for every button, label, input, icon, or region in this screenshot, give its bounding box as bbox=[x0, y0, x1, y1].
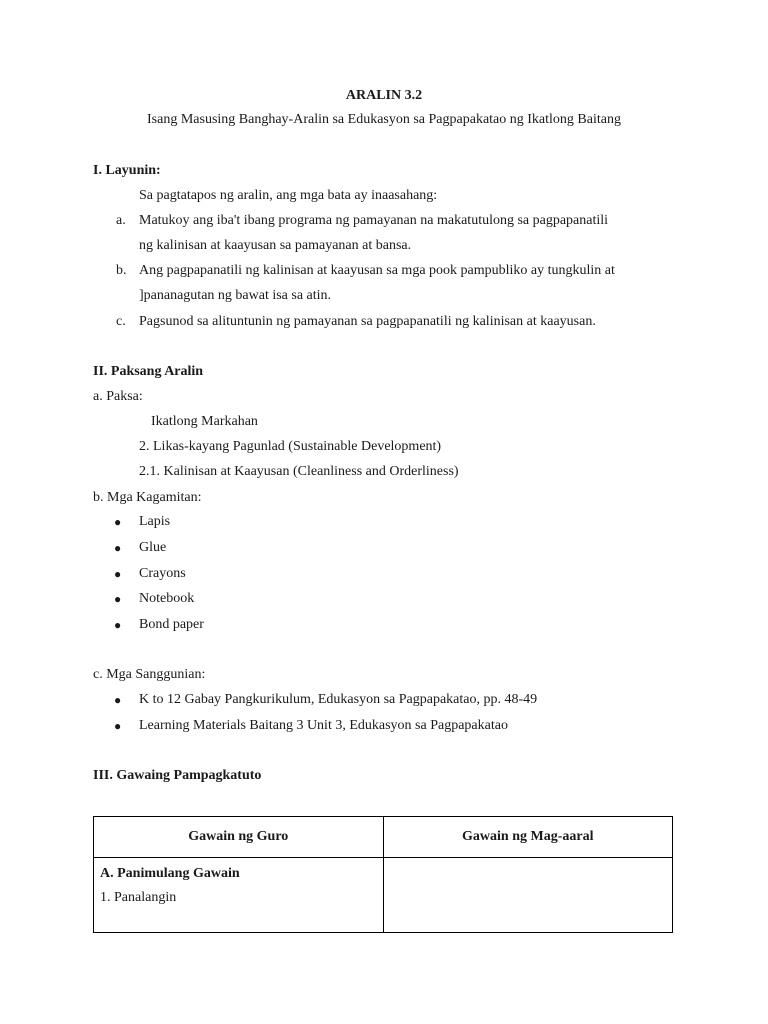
bullet-icon: ● bbox=[114, 515, 122, 529]
column-header-mag-aaral: Gawain ng Mag-aaral bbox=[383, 817, 673, 858]
paksa-label: a. Paksa: bbox=[93, 389, 143, 404]
column-header-guro: Gawain ng Guro bbox=[94, 817, 384, 858]
section-heading-layunin: I. Layunin: bbox=[93, 163, 161, 178]
layunin-item-c-line1: Pagsunod sa alituntunin ng pamayanan sa pagpapanatili ng kalinisan at kaayusan. bbox=[139, 314, 596, 329]
lesson-title: ARALIN 3.2 bbox=[345, 88, 423, 103]
row-item: 1. Panalangin bbox=[100, 890, 177, 905]
table-row bbox=[94, 858, 673, 933]
bullet-icon: ● bbox=[114, 693, 122, 707]
row-heading: A. Panimulang Gawain bbox=[100, 866, 240, 881]
activities-table bbox=[93, 816, 673, 933]
sanggunian-label: c. Mga Sanggunian: bbox=[93, 667, 206, 682]
layunin-marker-b: b. bbox=[116, 263, 127, 278]
table-cell-guro bbox=[94, 858, 384, 933]
sanggunian-item: K to 12 Gabay Pangkurikulum, Edukasyon sa Pagpapakatao, pp. 48-49 bbox=[139, 692, 538, 707]
kagamitan-item: Crayons bbox=[139, 566, 186, 581]
bullet-icon: ● bbox=[114, 592, 122, 606]
bullet-icon: ● bbox=[114, 719, 122, 733]
paksa-line: 2. Likas-kayang Pagunlad (Sustainable Development) bbox=[139, 439, 442, 454]
layunin-item-a-line2: ng kalinisan at kaayusan sa pamayanan at bansa. bbox=[139, 238, 412, 253]
kagamitan-label: b. Mga Kagamitan: bbox=[93, 490, 202, 505]
layunin-item-a-line1: Matukoy ang iba't ibang programa ng pamayanan na makatutulong sa pagpapanatili bbox=[139, 213, 609, 228]
table-header-row bbox=[94, 817, 673, 858]
sanggunian-item: Learning Materials Baitang 3 Unit 3, Edukasyon sa Pagpapakatao bbox=[139, 718, 508, 733]
kagamitan-item: Bond paper bbox=[139, 617, 204, 632]
paksa-line: 2.1. Kalinisan at Kaayusan (Cleanliness and Orderliness) bbox=[139, 464, 459, 479]
layunin-marker-c: c. bbox=[116, 314, 126, 329]
layunin-item-b-line2: ]pananagutan ng bawat isa sa atin. bbox=[139, 288, 332, 303]
layunin-marker-a: a. bbox=[116, 213, 126, 228]
bullet-icon: ● bbox=[114, 541, 122, 555]
layunin-intro: Sa pagtatapos ng aralin, ang mga bata ay inaasahang: bbox=[139, 188, 438, 203]
kagamitan-item: Lapis bbox=[139, 514, 171, 529]
kagamitan-item: Glue bbox=[139, 540, 167, 555]
layunin-item-b-line1: Ang pagpapanatili ng kalinisan at kaayusan sa mga pook pampubliko ay tungkulin at bbox=[139, 263, 615, 278]
kagamitan-item: Notebook bbox=[139, 591, 195, 606]
paksa-line: Ikatlong Markahan bbox=[151, 414, 258, 429]
bullet-icon: ● bbox=[114, 618, 122, 632]
lesson-subtitle: Isang Masusing Banghay-Aralin sa Edukasyon sa Pagpapakatao ng Ikatlong Baitang bbox=[147, 112, 621, 127]
bullet-icon: ● bbox=[114, 567, 122, 581]
section-heading-gawain: III. Gawaing Pampagkatuto bbox=[93, 768, 262, 783]
section-heading-paksang-aralin: II. Paksang Aralin bbox=[93, 364, 204, 379]
table-cell-mag-aaral bbox=[383, 858, 673, 933]
